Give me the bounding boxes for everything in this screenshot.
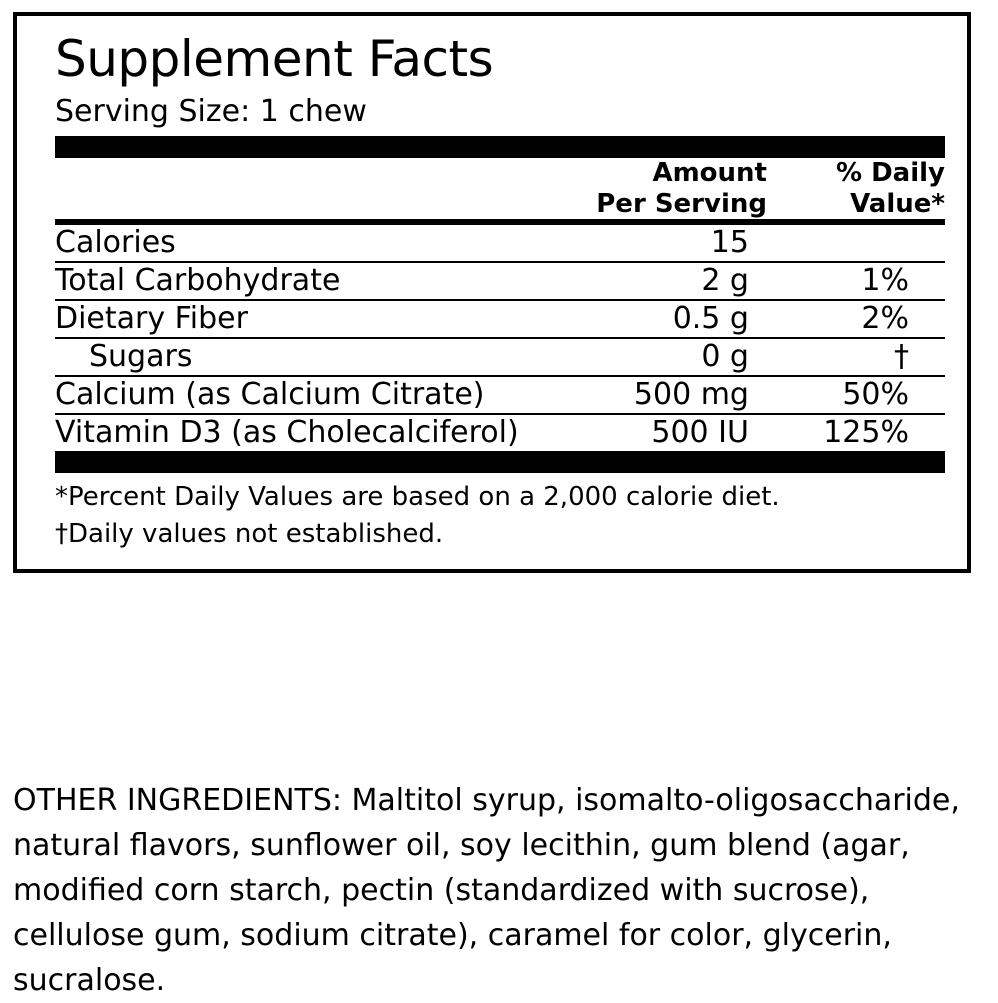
nutrient-rows-table: [55, 225, 945, 451]
nutrient-daily-value: †: [894, 339, 909, 375]
nutrient-name: Calories: [55, 225, 176, 261]
column-header-dv-line1: % Daily: [835, 158, 945, 188]
footnotes: [55, 479, 945, 553]
nutrient-amount: 500 IU: [651, 415, 749, 451]
nutrient-name: Calcium (as Calcium Citrate): [55, 377, 485, 413]
footnote-daily-value: *Percent Daily Values are based on a 2,000 calorie diet.: [55, 482, 780, 513]
table-row: [55, 339, 945, 375]
nutrient-amount: 15: [710, 225, 749, 261]
footnote-not-established: †Daily values not established.: [55, 519, 444, 550]
table-row: [55, 301, 945, 337]
nutrient-amount: 0.5 g: [672, 301, 749, 337]
column-header-nutrient: [55, 158, 553, 219]
nutrient-name: Dietary Fiber: [55, 301, 248, 337]
table-row: [55, 263, 945, 299]
nutrient-name: Sugars: [89, 339, 193, 375]
column-header-dv-line2: Value*: [850, 188, 945, 219]
nutrient-daily-value: 1%: [861, 263, 909, 299]
nutrient-amount: 0 g: [701, 339, 749, 375]
panel-title: Supplement Facts: [55, 30, 494, 88]
table-row: [55, 377, 945, 413]
table-row: [55, 225, 945, 261]
column-header-amount-line2: Per Serving: [596, 188, 767, 219]
table-row: [55, 415, 945, 451]
nutrition-table: [55, 158, 945, 219]
divider-thick-top: [55, 136, 945, 158]
nutrient-name: Total Carbohydrate: [55, 263, 341, 299]
other-ingredients-label: OTHER INGREDIENTS:: [13, 783, 342, 818]
nutrient-daily-value: 125%: [823, 415, 909, 451]
nutrient-daily-value: [767, 225, 945, 261]
nutrient-name: Vitamin D3 (as Cholecalciferol): [55, 415, 519, 451]
serving-size-text: Serving Size: 1 chew: [55, 94, 367, 129]
column-header-amount: [553, 158, 767, 219]
supplement-facts-panel: [13, 12, 971, 573]
other-ingredients-block: [13, 778, 981, 1003]
nutrient-amount: 2 g: [701, 263, 749, 299]
column-header-amount-line1: Amount: [652, 158, 767, 188]
nutrient-amount: 500 mg: [633, 377, 749, 413]
table-header-row: [55, 158, 945, 219]
nutrient-daily-value: 2%: [861, 301, 909, 337]
other-ingredients-text: Maltitol syrup, isomalto-oligosaccharide, natural flavors, sunflower oil, soy lecithin, gum blend (agar, modified corn starch, pectin (standardized with sucrose), cellulose gum, sodium citrate), caramel for color, glycerin, sucralose.: [13, 783, 960, 998]
divider-thick-bottom: [55, 451, 945, 473]
nutrient-daily-value: 50%: [842, 377, 909, 413]
column-header-daily-value: [767, 158, 945, 219]
